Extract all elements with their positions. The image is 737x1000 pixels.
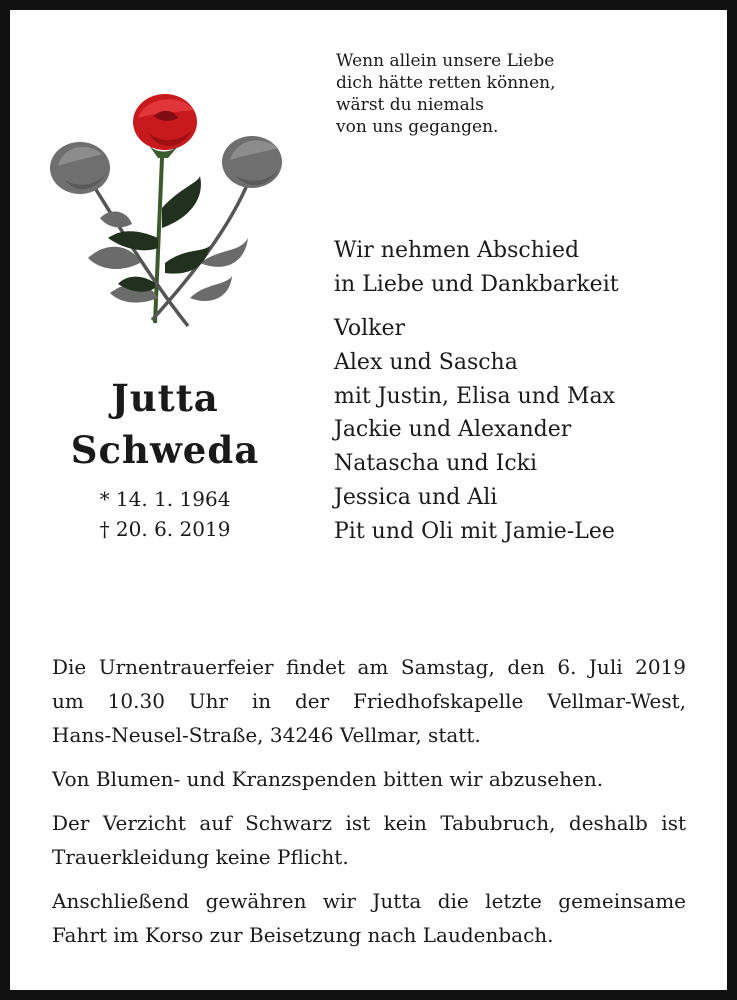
intro-line: in Liebe und Dankbarkeit — [334, 272, 619, 297]
family-member: Pit und Oli mit Jamie-Lee — [334, 518, 615, 544]
birth-date: * 14. 1. 1964 — [99, 487, 231, 511]
family-member: Natascha und Icki — [334, 451, 538, 477]
poem — [336, 50, 556, 138]
roses-image — [40, 88, 290, 338]
poem-line: wärst du niemals — [336, 95, 484, 115]
poem-line: von uns gegangen. — [336, 117, 499, 137]
deceased-last-name: Schweda — [70, 428, 260, 472]
family-member: Jessica und Ali — [334, 484, 498, 510]
ceremony-notice — [52, 650, 686, 752]
farewell-intro — [334, 234, 619, 302]
notice-line: Von Blumen- und Kranzspenden bitten wir abzusehen. — [52, 767, 604, 791]
convoy-notice — [52, 884, 686, 952]
poem-line: dich hätte retten können, — [336, 73, 556, 93]
family-list — [334, 312, 615, 549]
family-member: Volker — [334, 316, 406, 341]
flowers-notice — [52, 762, 686, 796]
notice-line: Trauerkleidung keine Pflicht. — [52, 845, 349, 869]
dress-notice — [52, 806, 686, 874]
family-member: mit Justin, Elisa und Max — [334, 383, 616, 409]
poem-line: Wenn allein unsere Liebe — [336, 51, 555, 71]
notice-line: Anschließend gewähren wir Jutta die letzte gemeinsame — [52, 889, 686, 913]
family-member: Alex und Sascha — [334, 349, 518, 375]
death-date: † 20. 6. 2019 — [99, 517, 231, 541]
notice-line: um 10.30 Uhr in der Friedhofskapelle Vellmar-West, — [52, 689, 686, 713]
family-member: Jackie und Alexander — [334, 417, 572, 443]
notice-line: Hans-Neusel-Straße, 34246 Vellmar, statt. — [52, 723, 481, 747]
intro-line: Wir nehmen Abschied — [334, 238, 580, 263]
deceased-first-name: Jutta — [111, 376, 219, 420]
notice-line: Fahrt im Korso zur Beisetzung nach Laudenbach. — [52, 923, 554, 947]
notice-line: Die Urnentrauerfeier findet am Samstag, den 6. Juli 2019 — [52, 655, 686, 679]
notice-line: Der Verzicht auf Schwarz ist kein Tabubruch, deshalb ist — [52, 811, 686, 835]
